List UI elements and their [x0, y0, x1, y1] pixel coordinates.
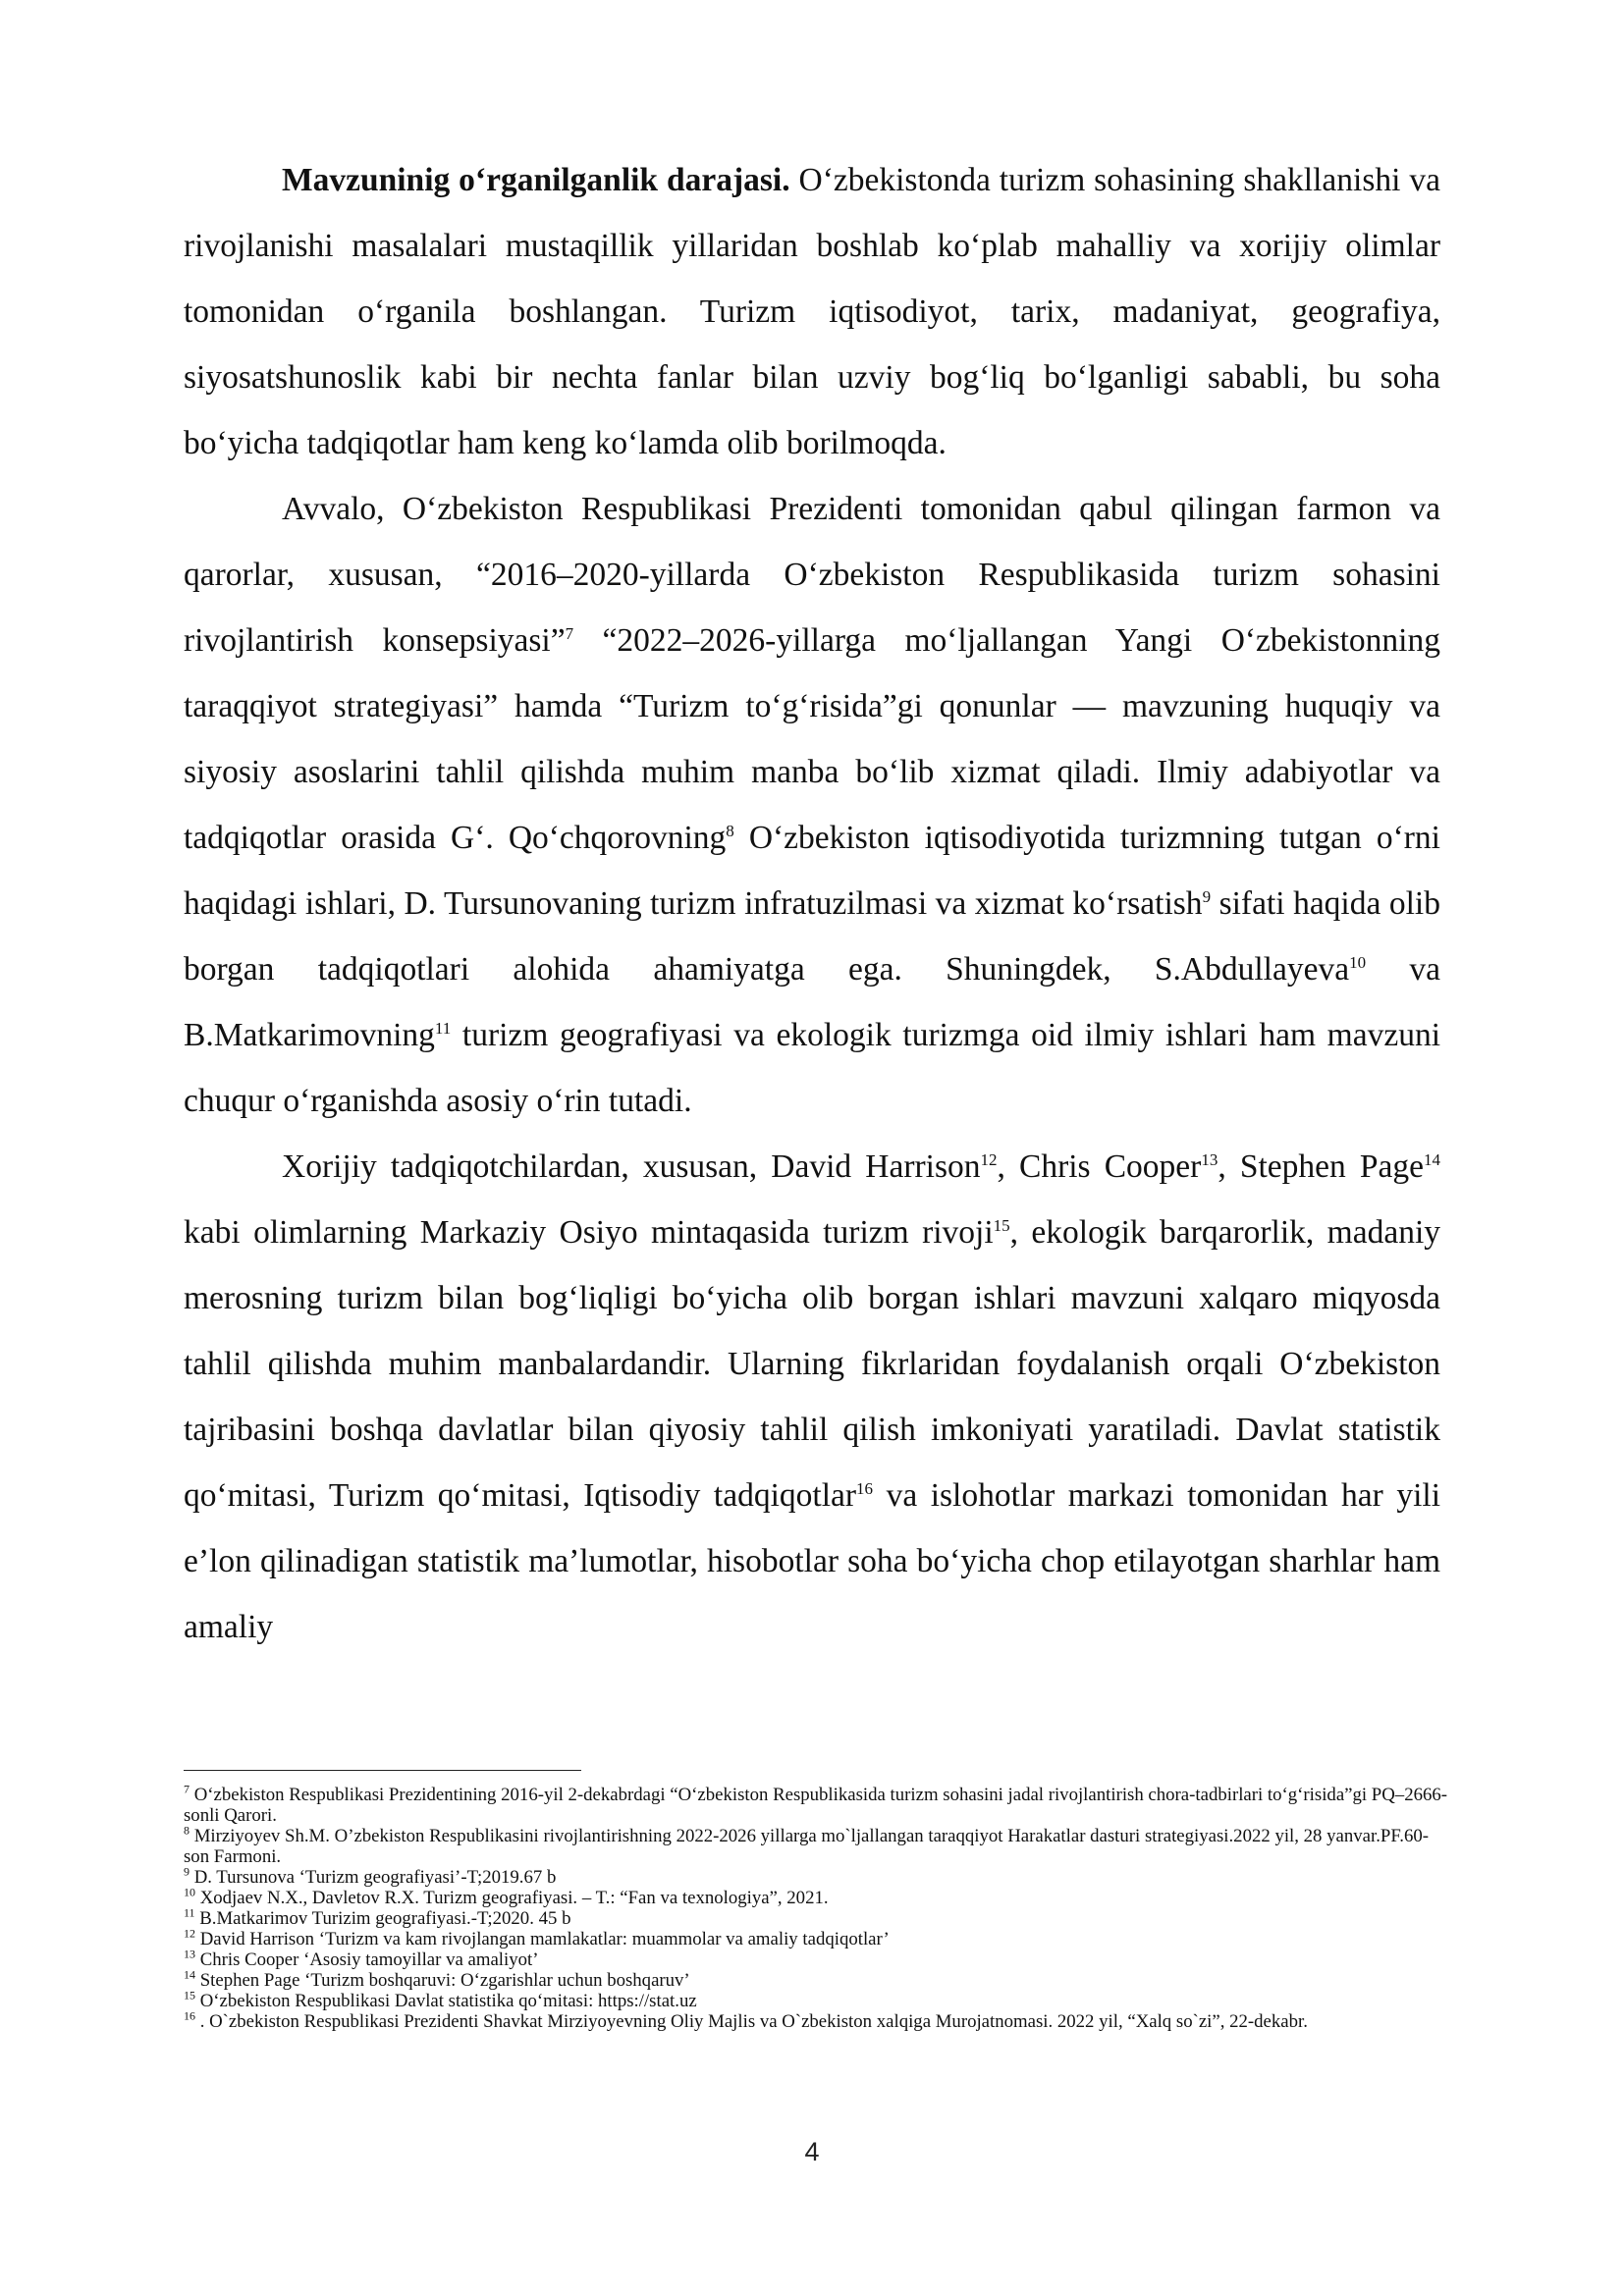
- footnote-ref-13[interactable]: 13: [1201, 1149, 1218, 1169]
- footnote-text: O‘zbekiston Respublikasi Davlat statistika qo‘mitasi: https://stat.uz: [195, 1991, 697, 2011]
- footnote-number: 16: [184, 2008, 195, 2023]
- footnote-text: D. Tursunova ‘Turizm geografiyasi’-T;2019.67 b: [189, 1867, 557, 1888]
- footnote-ref-10[interactable]: 10: [1349, 952, 1367, 972]
- paragraph-2: [184, 476, 1440, 1134]
- paragraph-3: [184, 1134, 1440, 1660]
- paragraph-1: [184, 147, 1440, 476]
- footnote-ref-11[interactable]: 11: [434, 1018, 452, 1038]
- footnote-text: O‘zbekiston Respublikasi Prezidentining 2016-yil 2-dekabrdagi “O‘zbekiston Respublikasida turizm sohasini jadal rivojlantirish chora-tadbirlari to‘g‘risida”gi PQ–2666-sonli Qarori.: [184, 1785, 1448, 1826]
- paragraph-3-text-b: , Chris Cooper: [997, 1148, 1202, 1185]
- footnote-number: 11: [184, 1905, 195, 1920]
- footnote-number: 13: [184, 1947, 195, 1961]
- footnote-number: 9: [184, 1864, 189, 1879]
- footnote-text: Chris Cooper ‘Asosiy tamoyillar va amaliyot’: [195, 1949, 539, 1970]
- footnote-ref-8[interactable]: 8: [726, 821, 734, 840]
- footnote-7: [184, 1782, 1450, 1826]
- footnote-11: [184, 1905, 1450, 1929]
- footnote-number: 12: [184, 1926, 195, 1941]
- footnote-13: [184, 1949, 1450, 1970]
- paragraph-2-text-f: turizm geografiyasi va ekologik turizmga oid ilmiy ishlari ham mavzuni chuqur o‘rganishda asosiy o‘rin tutadi.: [184, 1017, 1440, 1119]
- footnote-12: [184, 1926, 1450, 1949]
- footnote-14: [184, 1967, 1450, 1991]
- footnote-text: David Harrison ‘Turizm va kam rivojlangan mamlakatlar: muammolar va amaliy tadqiqotlar’: [195, 1929, 890, 1949]
- footnotes: [184, 1782, 1450, 2032]
- paragraph-3-text-c: , Stephen Page: [1218, 1148, 1425, 1185]
- paragraph-2-text-c: O‘zbekiston iqtisodiyotida turizmning tutgan o‘rni haqidagi ishlari, D. Tursunovaning turizm infratuzilmasi va xizmat ko‘rsatish: [184, 820, 1440, 922]
- footnote-ref-16[interactable]: 16: [856, 1478, 874, 1498]
- paragraph-1-text: O‘zbekistonda turizm sohasining shakllanishi va rivojlanishi masalalari mustaqillik yillaridan boshlab ko‘plab mahalliy va xorijiy olimlar tomonidan o‘rganila boshlangan. Turizm iqtisodiyot, tarix, madaniyat, geografiya, siyosatshunoslik kabi bir nechta fanlar bilan uzviy bog‘liq bo‘lganligi sababli, bu soha bo‘yicha tadqiqotlar ham keng ko‘lamda olib borilmoqda.: [184, 162, 1440, 461]
- footnote-8: [184, 1823, 1450, 1867]
- paragraph-3-text-a: Xorijiy tadqiqotchilardan, xususan, David Harrison: [282, 1148, 981, 1185]
- footnote-10: [184, 1885, 1450, 1908]
- footnote-number: 14: [184, 1967, 195, 1982]
- footnote-ref-7[interactable]: 7: [565, 623, 574, 643]
- section-heading: Mavzuninig o‘rganilganlik darajasi.: [282, 162, 790, 198]
- footnote-16: [184, 2008, 1450, 2032]
- footnote-number: 10: [184, 1885, 195, 1899]
- body-text: [184, 147, 1440, 1660]
- document-page: [184, 147, 1440, 1660]
- footnote-text: Stephen Page ‘Turizm boshqaruvi: O‘zgarishlar uchun boshqaruv’: [195, 1970, 690, 1991]
- paragraph-3-text-d: kabi olimlarning Markaziy Osiyo mintaqasida turizm rivoji: [184, 1214, 994, 1251]
- footnote-number: 8: [184, 1823, 189, 1838]
- footnote-15: [184, 1988, 1450, 2011]
- paragraph-2-text-d: sifati haqida olib borgan tadqiqotlari alohida ahamiyatga ega. Shuningdek, S.Abdullayeva: [184, 885, 1440, 988]
- paragraph-2-text-e: va B.Matkarimovning: [184, 951, 1440, 1053]
- paragraph-3-text-e: , ekologik barqarorlik, madaniy merosning turizm bilan bog‘liqligi bo‘yicha olib borgan ishlari mavzuni xalqaro miqyosda tahlil qilishda muhim manbalardandir. Ularning fikrlaridan foydalanish orqali O‘zbekiston tajribasini boshqa davlatlar bilan qiyosiy tahlil qilish imkoniyati yaratiladi. Davlat statistik qo‘mitasi, Turizm qo‘mitasi, Iqtisodiy tadqiqotlar: [184, 1214, 1440, 1514]
- footnote-text: . O`zbekiston Respublikasi Prezidenti Shavkat Mirziyoyevning Oliy Majlis va O`zbekiston xalqiga Murojatnomasi. 2022 yil, “Xalq so`zi”, 22-dekabr.: [195, 2011, 1308, 2032]
- footnote-ref-15[interactable]: 15: [993, 1215, 1010, 1235]
- footnote-ref-12[interactable]: 12: [980, 1149, 998, 1169]
- footnote-text: B.Matkarimov Turizim geografiyasi.-T;2020. 45 b: [194, 1908, 571, 1929]
- paragraph-2-text-b: “2022–2026-yillarga mo‘ljallangan Yangi O‘zbekistonning taraqqiyot strategiyasi” hamda “Turizm to‘g‘risida”gi qonunlar — mavzuning huquqiy va siyosiy asoslarini tahlil qilishda muhim manba bo‘lib xizmat qiladi. Ilmiy adabiyotlar va tadqiqotlar orasida G‘. Qo‘chqorovning: [184, 622, 1440, 856]
- paragraph-3-text-f: va islohotlar markazi tomonidan har yili e’lon qilinadigan statistik ma’lumotlar, hisobotlar soha bo‘yicha chop etilayotgan sharhlar ham amaliy: [184, 1477, 1441, 1645]
- footnote-9: [184, 1864, 1450, 1888]
- footnote-number: 15: [184, 1988, 195, 2002]
- footnote-separator: [184, 1770, 581, 1771]
- footnote-text: Xodjaev N.X., Davletov R.X. Turizm geografiyasi. – T.: “Fan va texnologiya”, 2021.: [195, 1888, 829, 1908]
- page-number: 4: [804, 2137, 820, 2166]
- footnote-text: Mirziyoyev Sh.M. O’zbekiston Respublikasini rivojlantirishning 2022-2026 yillarga mo`ljallangan taraqqiyot Harakatlar dasturi strategiyasi.2022 yil, 28 yanvar.PF.60-son Farmoni.: [184, 1826, 1430, 1867]
- footnote-number: 7: [184, 1782, 189, 1796]
- footnote-ref-14[interactable]: 14: [1424, 1149, 1441, 1169]
- footnote-ref-9[interactable]: 9: [1202, 886, 1212, 906]
- paragraph-2-text-a: Avvalo, O‘zbekiston Respublikasi Prezidenti tomonidan qabul qilingan farmon va qarorlar, xususan, “2016–2020-yillarda O‘zbekiston Respublikasida turizm sohasini rivojlantirish konsepsiyasi”: [184, 491, 1440, 659]
